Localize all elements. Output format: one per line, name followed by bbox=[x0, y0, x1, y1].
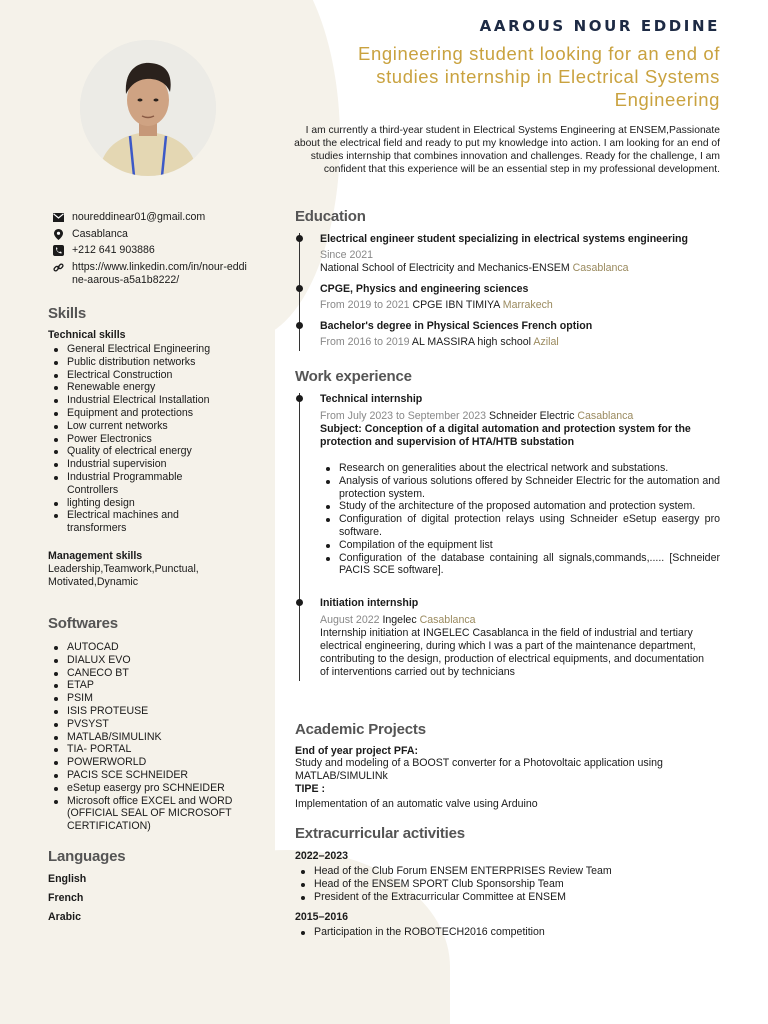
linkedin-link[interactable]: https://www.linkedin.com/in/nour-eddine-aarous-a5a1b8222/ bbox=[72, 260, 247, 286]
activity-list bbox=[295, 926, 720, 939]
education-item bbox=[320, 233, 720, 275]
list-item: Electrical Construction bbox=[48, 369, 253, 382]
period: From 2016 to 2019 bbox=[320, 336, 410, 348]
period: From July 2023 to September 2023 bbox=[320, 410, 487, 422]
company: Schneider Electric bbox=[489, 410, 575, 422]
languages-section bbox=[48, 848, 253, 923]
list-item: Equipment and protections bbox=[48, 407, 253, 420]
list-item: Industrial supervision bbox=[48, 458, 253, 471]
list-item: PSIM bbox=[48, 692, 253, 705]
extracurricular-section bbox=[295, 825, 720, 939]
skills-title: Skills bbox=[48, 305, 86, 322]
list-item: Low current networks bbox=[48, 420, 253, 433]
period: August 2022 bbox=[320, 614, 380, 627]
language-item: Arabic bbox=[48, 911, 81, 923]
list-item: President of the Extracurricular Committee at ENSEM bbox=[295, 891, 720, 904]
languages-title: Languages bbox=[48, 848, 126, 865]
city: Casablanca bbox=[572, 262, 629, 274]
education-section bbox=[295, 208, 720, 351]
list-item: Research on generalities about the electrical network and substations. bbox=[320, 462, 720, 475]
degree: CPGE, Physics and engineering sciences bbox=[320, 283, 529, 295]
projects-title: Academic Projects bbox=[295, 721, 426, 738]
list-item: Study of the architecture of the proposed automation and protection system. bbox=[320, 500, 720, 513]
list-item: Industrial Electrical Installation bbox=[48, 394, 253, 407]
work-section bbox=[295, 368, 720, 681]
education-item bbox=[320, 320, 720, 349]
softwares-list bbox=[48, 641, 253, 833]
list-item: Compilation of the equipment list bbox=[320, 539, 720, 552]
contact-email[interactable] bbox=[52, 211, 252, 224]
list-item: Public distribution networks bbox=[48, 356, 253, 369]
list-item: ISIS PROTEUSE bbox=[48, 705, 253, 718]
years: 2015–2016 bbox=[295, 911, 349, 924]
subject: Subject: Conception of a digital automation and protection system for the protection and supervision of HTA/HTB substation bbox=[320, 423, 691, 448]
list-item: Electrical machines and transformers bbox=[48, 509, 208, 535]
activity-list bbox=[295, 865, 720, 903]
contact-block bbox=[52, 211, 252, 290]
softwares-section bbox=[48, 615, 253, 833]
contact-city bbox=[52, 228, 252, 241]
list-item: Renewable energy bbox=[48, 381, 253, 394]
school: National School of Electricity and Mechanics-ENSEM bbox=[320, 262, 570, 274]
company: Ingelec bbox=[382, 614, 417, 627]
work-bullets bbox=[320, 462, 720, 577]
work-timeline bbox=[299, 393, 720, 681]
pfa-text: Study and modeling of a BOOST converter for a Photovoltaic application using MATLAB/SIMULINk bbox=[295, 757, 663, 782]
role: Technical internship bbox=[320, 393, 423, 405]
list-item: Participation in the ROBOTECH2016 competition bbox=[295, 926, 720, 939]
projects-section bbox=[295, 721, 720, 811]
softwares-title: Softwares bbox=[48, 615, 118, 632]
list-item: PACIS SCE SCHNEIDER bbox=[48, 769, 253, 782]
contact-linkedin[interactable] bbox=[52, 261, 252, 287]
link-icon bbox=[52, 261, 65, 274]
city: Azilal bbox=[533, 336, 559, 348]
list-item: POWERWORLD bbox=[48, 756, 253, 769]
city: Casablanca bbox=[419, 614, 476, 627]
city: Marrakech bbox=[502, 299, 553, 311]
skills-section bbox=[48, 305, 253, 589]
list-item: Head of the Club Forum ENSEM ENTERPRISES Review Team bbox=[295, 865, 720, 878]
period: From 2019 to 2021 bbox=[320, 299, 410, 311]
list-item: Industrial Programmable Controllers bbox=[48, 471, 208, 497]
list-item: Quality of electrical energy bbox=[48, 445, 253, 458]
school: AL MASSIRA high school bbox=[411, 336, 532, 348]
language-item: English bbox=[48, 873, 87, 885]
summary-text: I am currently a third-year student in Electrical Systems Engineering at ENSEM,Passionate about the electrical field and ready to put my knowledge into action. I am looking for an end of studies internship that combines innovation and challenges. Ready for the challenge, I am confident that this experience will be an essential step in my professional development. bbox=[294, 125, 720, 175]
list-item: DIALUX EVO bbox=[48, 654, 253, 667]
language-item: French bbox=[48, 892, 84, 904]
description: Internship initiation at INGELEC Casablanca in the field of industrial and tertiary electrical engineering, during which I was a part of the maintenance department, contributing to the design, production of electrical equipments, and documentation of interventions carried out by technicians bbox=[320, 627, 704, 679]
list-item: Microsoft office EXCEL and WORD (OFFICIAL SEAL OF MICROSOFT CERTIFICATION) bbox=[48, 795, 248, 833]
education-item bbox=[320, 283, 720, 312]
city: Casablanca bbox=[577, 410, 634, 422]
degree: Bachelor's degree in Physical Sciences French option bbox=[320, 320, 593, 332]
list-item: AUTOCAD bbox=[48, 641, 253, 654]
list-item: MATLAB/SIMULINK bbox=[48, 731, 253, 744]
degree: Electrical engineer student specializing in electrical systems engineering bbox=[320, 233, 688, 245]
period: Since 2021 bbox=[320, 249, 374, 261]
tipe-title: TIPE : bbox=[295, 783, 326, 795]
management-skills-text: Leadership,Teamwork,Punctual, Motivated,Dynamic bbox=[48, 562, 199, 588]
headline: Engineering student looking for an end of studies internship in Electrical Systems Engineering bbox=[358, 43, 720, 110]
list-item: General Electrical Engineering bbox=[48, 343, 253, 356]
management-skills-title: Management skills bbox=[48, 549, 143, 562]
technical-skills-list bbox=[48, 343, 253, 535]
list-item: eSetup easergy pro SCHNEIDER bbox=[48, 782, 253, 795]
list-item: Power Electronics bbox=[48, 433, 253, 446]
candidate-name: AAROUS NOUR EDDINE bbox=[479, 17, 720, 35]
contact-phone[interactable] bbox=[52, 244, 252, 257]
phone-text[interactable]: +212 641 903886 bbox=[72, 244, 155, 256]
city-text: Casablanca bbox=[72, 227, 128, 240]
work-item bbox=[320, 393, 720, 577]
list-item: TIA- PORTAL bbox=[48, 743, 253, 756]
location-pin-icon bbox=[52, 228, 65, 241]
education-title: Education bbox=[295, 208, 366, 225]
years: 2022–2023 bbox=[295, 850, 349, 862]
list-item: Head of the ENSEM SPORT Club Sponsorship Team bbox=[295, 878, 720, 891]
list-item: lighting design bbox=[48, 497, 253, 510]
role: Initiation internship bbox=[320, 597, 419, 610]
work-title: Work experience bbox=[295, 368, 412, 385]
list-item: ETAP bbox=[48, 679, 253, 692]
envelope-icon bbox=[52, 211, 65, 224]
school: CPGE IBN TIMIYA bbox=[412, 299, 500, 311]
pfa-title: End of year project PFA: bbox=[295, 745, 419, 757]
extracurricular-title: Extracurricular activities bbox=[295, 825, 465, 842]
work-item bbox=[320, 597, 720, 679]
tipe-text: Implementation of an automatic valve using Arduino bbox=[295, 798, 538, 810]
list-item: Configuration of the database containing all signals,commands,..... [Schneider PACIS SCE software]. bbox=[320, 552, 720, 578]
list-item: CANECO BT bbox=[48, 667, 253, 680]
profile-photo bbox=[80, 40, 216, 176]
phone-icon bbox=[52, 244, 65, 257]
email-text[interactable]: noureddinear01@gmail.com bbox=[72, 211, 206, 223]
list-item: PVSYST bbox=[48, 718, 253, 731]
list-item: Configuration of digital protection relays using Schneider eSetup easergy pro software. bbox=[320, 513, 720, 539]
education-timeline bbox=[299, 233, 720, 351]
list-item: Analysis of various solutions offered by Schneider Electric for the automation and protection system. bbox=[320, 475, 720, 501]
technical-skills-title: Technical skills bbox=[48, 329, 126, 341]
